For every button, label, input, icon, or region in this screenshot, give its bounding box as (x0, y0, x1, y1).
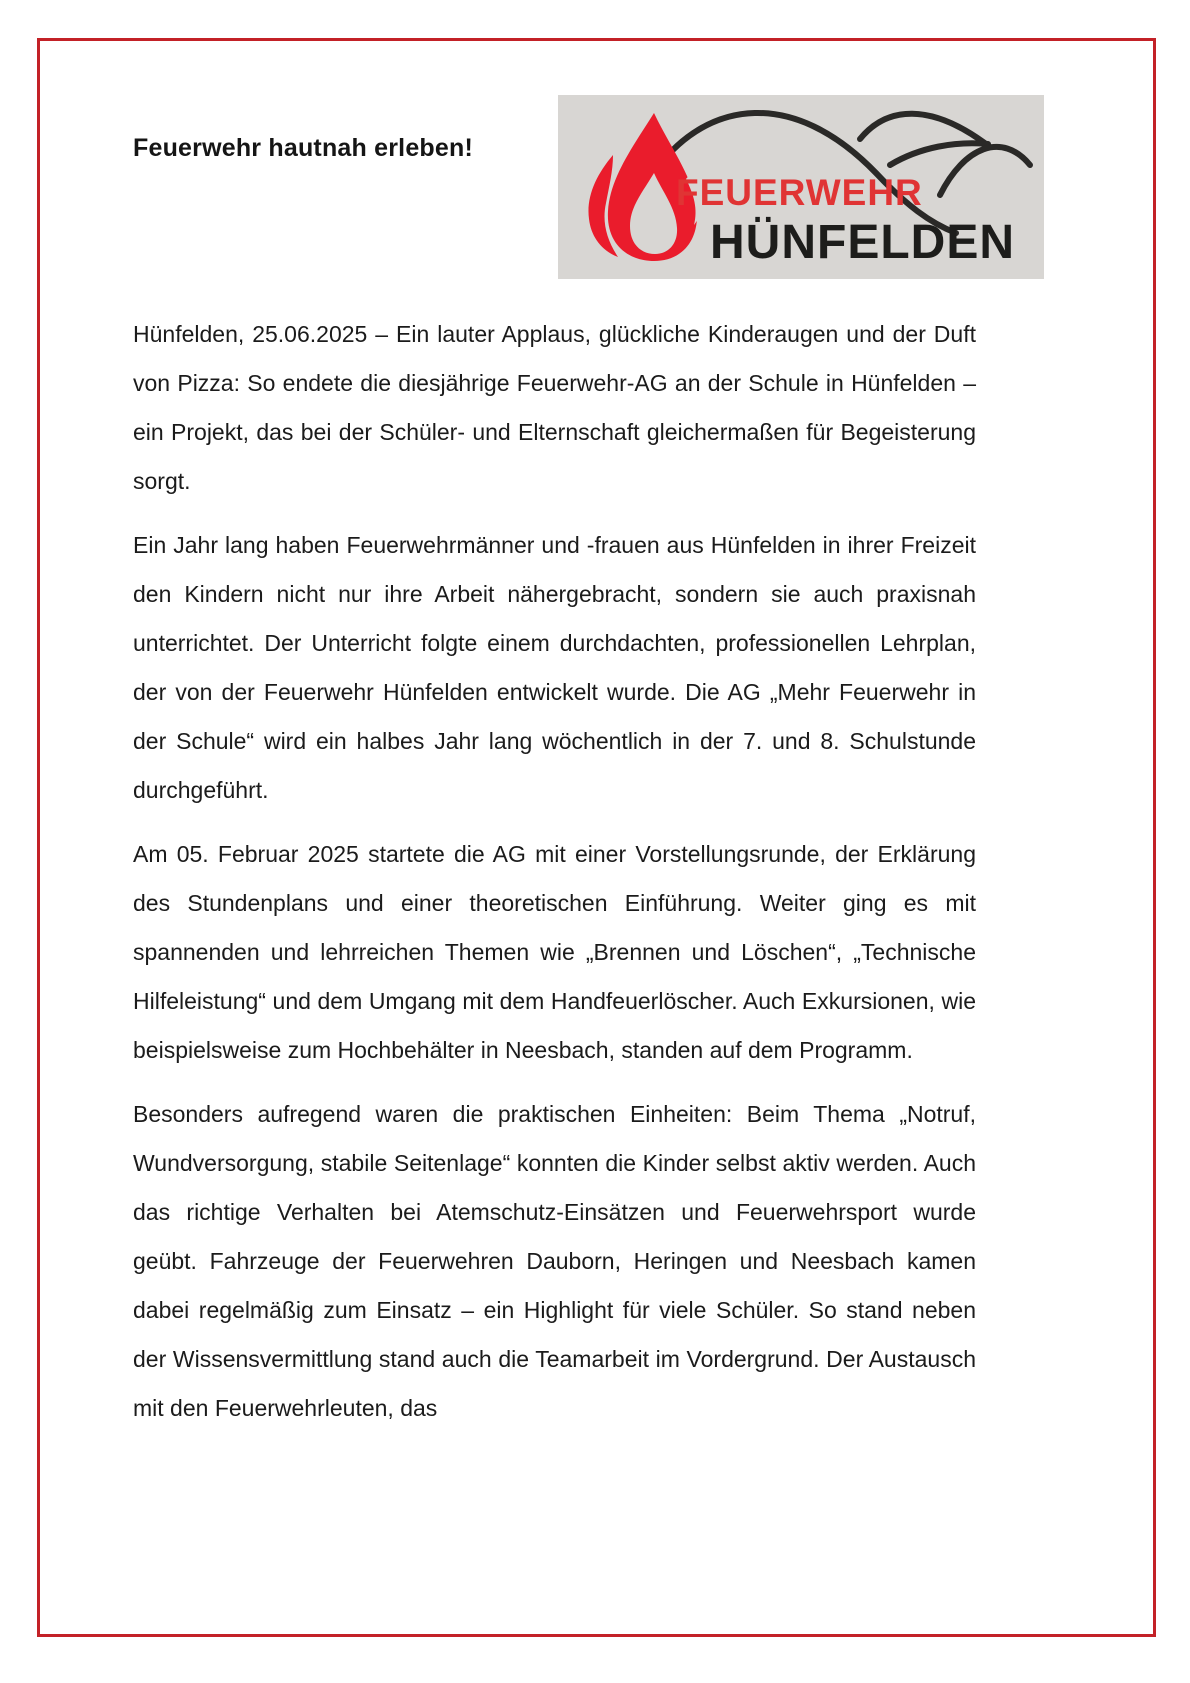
page-title: Feuerwehr hautnah erleben! (133, 134, 473, 162)
logo-line1: FEUERWEHR (676, 172, 923, 213)
paragraph-1: Hünfelden, 25.06.2025 – Ein lauter Applaus, glückliche Kinderaugen und der Duft von Pizza: So endete die diesjährige Feuerwehr-AG an der Schule in Hünfelden – ein Projekt, das bei der Schüler- und Elternschaft gleichermaßen für Begeisterung sorgt. (133, 321, 976, 494)
paragraph-3: Am 05. Februar 2025 startete die AG mit einer Vorstellungsrunde, der Erklärung des Stundenplans und einer theoretischen Einführung. Weiter ging es mit spannenden und lehrreichen Themen wie „Brennen und Löschen“, „Technische Hilfeleistung“ und dem Umgang mit dem Handfeuerlöscher. Auch Exkursionen, wie beispielsweise zum Hochbehälter in Neesbach, standen auf dem Programm. (133, 841, 976, 1063)
paragraph-2: Ein Jahr lang haben Feuerwehrmänner und -frauen aus Hünfelden in ihrer Freizeit den Kindern nicht nur ihre Arbeit nähergebracht, sondern sie auch praxisnah unterrichtet. Der Unterricht folgte einem durchdachten, professionellen Lehrplan, der von der Feuerwehr Hünfelden entwickelt wurde. Die AG „Mehr Feuerwehr in der Schule“ wird ein halbes Jahr lang wöchentlich in der 7. und 8. Schulstunde durchgeführt. (133, 532, 976, 803)
fire-department-logo (558, 95, 1044, 279)
logo-line2: HÜNFELDEN (710, 216, 1015, 269)
logo-graphic (558, 95, 1044, 279)
paragraph-4: Besonders aufregend waren die praktischen Einheiten: Beim Thema „Notruf, Wundversorgung, stabile Seitenlage“ konnten die Kinder selbst aktiv werden. Auch das richtige Verhalten bei Atemschutz-Einsätzen und Feuerwehrsport wurde geübt. Fahrzeuge der Feuerwehren Dauborn, Heringen und Neesbach kamen dabei regelmäßig zum Einsatz – ein Highlight für viele Schüler. So stand neben der Wissensvermittlung stand auch die Teamarbeit im Vordergrund. Der Austausch mit den Feuerwehrleuten, das (133, 1101, 976, 1421)
article-body (133, 310, 976, 1448)
